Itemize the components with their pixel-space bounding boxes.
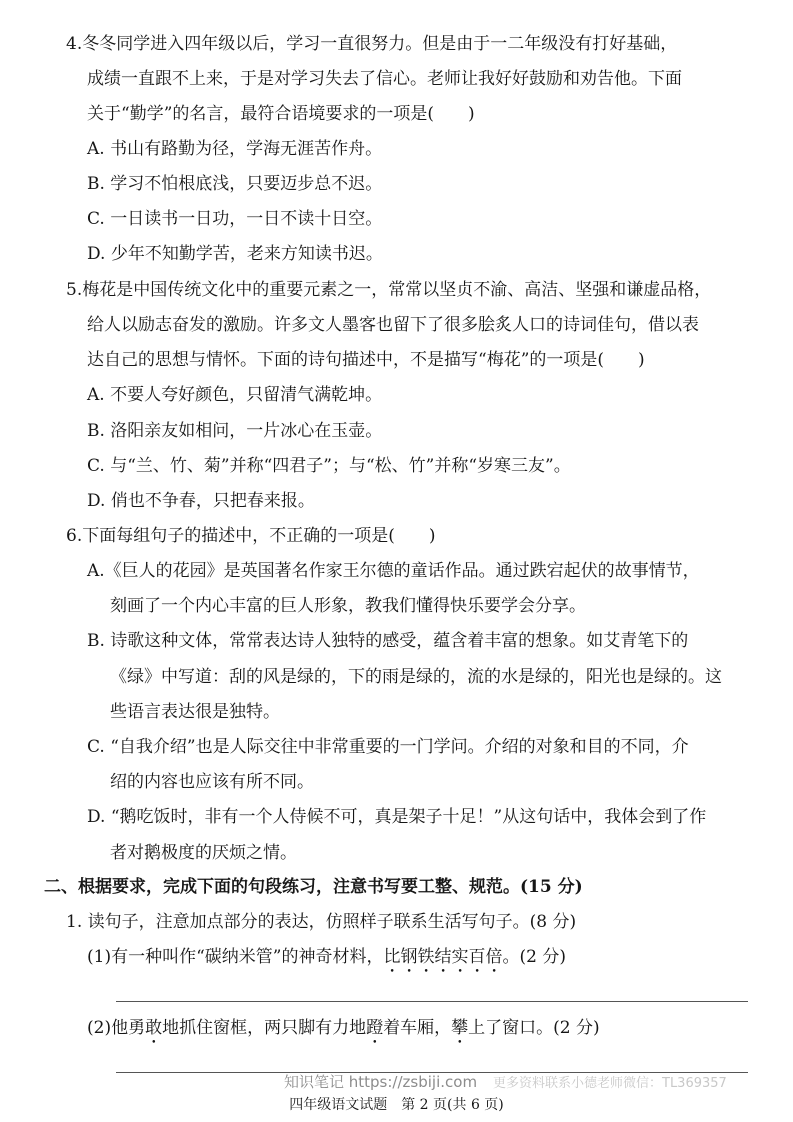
q4-option-d: D. 少年不知勤学苦，老来方知读书迟。: [87, 244, 383, 264]
q6-option-a-line-2: 刻画了一个内心丰富的巨人形象，教我们懂得快乐要学会分享。: [110, 596, 586, 616]
sentence-2-text-part-3: 着车厢，: [383, 1018, 452, 1038]
q4-stem-line-1: 4.冬冬同学进入四年级以后，学习一直很努力。但是由于一二年级没有打好基础，: [66, 34, 678, 54]
sentence-2: [87, 1017, 600, 1048]
sentence-1-text-before: (1)有一种叫作“碳纳米管”的神奇材料，: [87, 947, 384, 967]
q4-option-b: B. 学习不怕根底浅，只要迈步总不迟。: [87, 174, 383, 194]
q6-option-c-line-2: 绍的内容也应该有所不同。: [110, 772, 314, 792]
q6-option-b-line-3: 些语言表达很是独特。: [110, 702, 280, 722]
q4-option-c: C. 一日读书一日功，一日不读十日空。: [87, 209, 383, 229]
sentence-2-emphasized-1: 敢: [145, 1018, 163, 1038]
q5-option-c: C. 与“兰、竹、菊”并称“四君子”；与“松、竹”并称“岁寒三友”。: [87, 456, 571, 476]
sentence-2-text-part-4: 上了窗口。(2 分): [468, 1018, 600, 1038]
q5-option-b: B. 洛阳亲友如相问，一片冰心在玉壶。: [87, 421, 383, 441]
sentence-1: [87, 946, 566, 977]
q4-stem-line-3: 关于“勤学”的名言，最符合语境要求的一项是( ): [87, 104, 475, 124]
faint-watermark: 更多资料联系小德老师微信：TL369357: [493, 1076, 727, 1091]
q6-option-d-line-1: D. “鹅吃饭时，非有一个人侍候不可，真是架子十足！”从这句话中，我体会到了作: [87, 807, 707, 827]
q6-stem: 6.下面每组句子的描述中，不正确的一项是( ): [66, 526, 436, 546]
section-2-heading: 二、根据要求，完成下面的句段练习，注意书写要工整、规范。(15 分): [44, 877, 583, 897]
sentence-1-emphasized-phrase: 比钢铁结实百倍: [383, 947, 503, 967]
q6-option-b-line-2: 《绿》中写道：刮的风是绿的，下的雨是绿的，流的水是绿的，阳光也是绿的。这: [110, 667, 722, 687]
site-watermark: 知识笔记 https://zsbiji.com: [284, 1073, 478, 1091]
q6-option-c-line-1: C. “自我介绍”也是人际交往中非常重要的一门学问。介绍的对象和目的不同，介: [87, 737, 689, 757]
section-2-item-1: 1. 读句子，注意加点部分的表达，仿照样子联系生活写句子。(8 分): [66, 912, 577, 932]
q6-option-d-line-2: 者对鹅极度的厌烦之情。: [110, 843, 297, 863]
sentence-2-emphasized-3: 攀: [451, 1018, 469, 1038]
sentence-2-text-part-1: (2)他勇: [87, 1018, 146, 1038]
q4-stem-line-2: 成绩一直跟不上来，于是对学习失去了信心。老师让我好好鼓励和劝告他。下面: [87, 69, 682, 89]
q5-stem-line-3: 达自己的思想与情怀。下面的诗句描述中，不是描写“梅花”的一项是( ): [87, 350, 645, 370]
q5-option-d: D. 俏也不争春，只把春来报。: [87, 491, 315, 511]
q5-stem-line-1: 5.梅花是中国传统文化中的重要元素之一，常常以坚贞不渝、高洁、坚强和谦虚品格，: [66, 280, 712, 300]
q6-option-b-line-1: B. 诗歌这种文体，常常表达诗人独特的感受，蕴含着丰富的想象。如艾青笔下的: [87, 631, 689, 651]
q6-option-a-line-1: A.《巨人的花园》是英国著名作家王尔德的童话作品。通过跌宕起伏的故事情节，: [87, 561, 700, 581]
answer-line-1[interactable]: [116, 1001, 748, 1002]
q5-stem-line-2: 给人以励志奋发的激励。许多文人墨客也留下了很多脍炙人口的诗词佳句，借以表: [87, 315, 699, 335]
page-footer: 四年级语文试题 第 2 页(共 6 页): [289, 1097, 504, 1113]
sentence-2-emphasized-2: 蹬: [366, 1018, 384, 1038]
sentence-2-text-part-2: 地抓住窗框，两只脚有力地: [162, 1018, 367, 1038]
q4-option-a: A. 书山有路勤为径，学海无涯苦作舟。: [87, 139, 383, 159]
sentence-1-text-after: 。(2 分): [502, 947, 566, 967]
q5-option-a: A. 不要人夸好颜色，只留清气满乾坤。: [87, 385, 383, 405]
